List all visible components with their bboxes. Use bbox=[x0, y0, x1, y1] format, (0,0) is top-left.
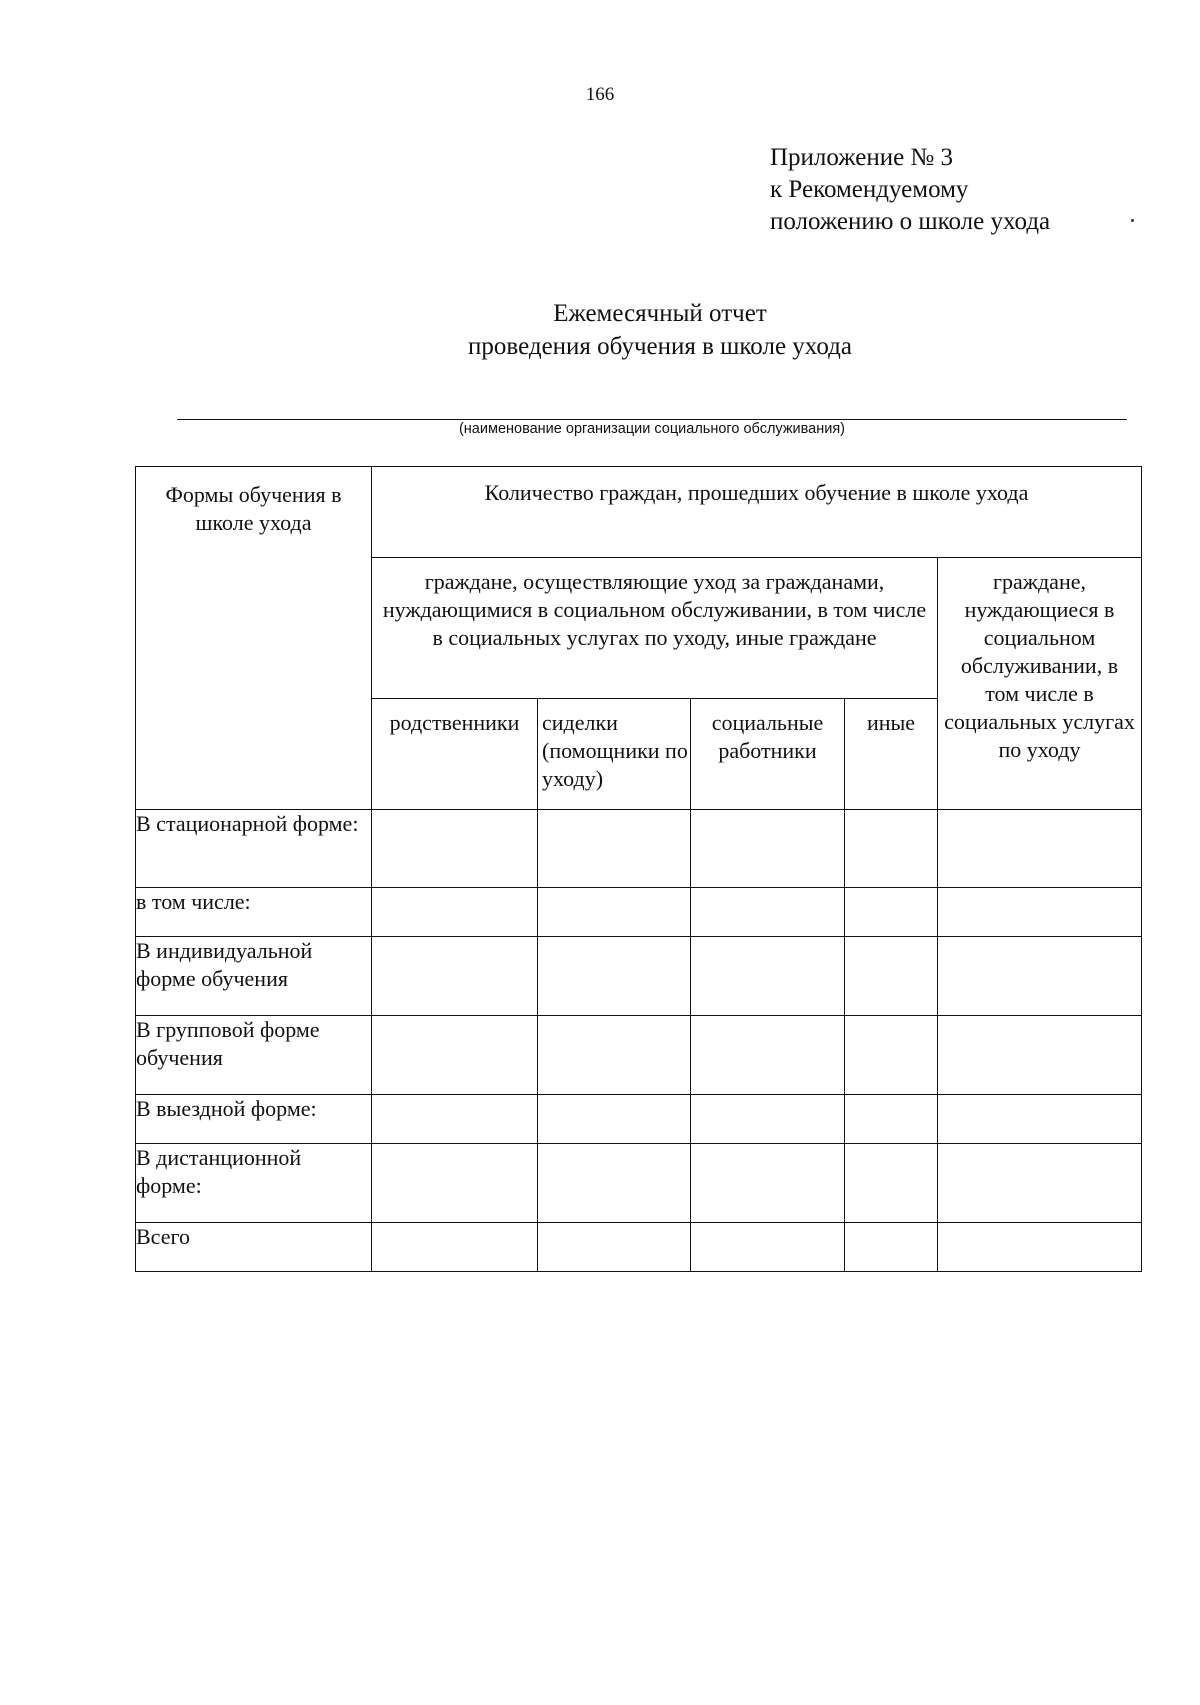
row-label: В выездной форме: bbox=[136, 1095, 372, 1144]
table-row bbox=[136, 888, 1142, 937]
header-citizens-count: Количество граждан, прошедших обучение в школе ухода bbox=[372, 467, 1142, 558]
page-number: 166 bbox=[585, 84, 615, 105]
table-cell bbox=[538, 1223, 691, 1272]
report-title-line-2: проведения обучения в школе ухода bbox=[468, 333, 852, 360]
header-group-needing-care: граждане, нуждающиеся в социальном обслуживании, в том числе в социальных услугах по уходу bbox=[938, 558, 1142, 810]
table-cell bbox=[372, 888, 538, 937]
table-cell bbox=[845, 1095, 938, 1144]
table-cell bbox=[938, 810, 1142, 888]
table-cell bbox=[691, 1016, 845, 1095]
table-row bbox=[136, 1095, 1142, 1144]
table-cell bbox=[372, 1223, 538, 1272]
table-row bbox=[136, 1144, 1142, 1223]
table-row bbox=[136, 1016, 1142, 1095]
report-title-line-1: Ежемесячный отчет bbox=[553, 300, 767, 327]
table-cell bbox=[845, 1144, 938, 1223]
report-title bbox=[0, 297, 1200, 363]
table-cell bbox=[691, 810, 845, 888]
annex-heading bbox=[770, 142, 1050, 238]
header-social-workers: социальные работники bbox=[691, 699, 845, 810]
table-cell bbox=[538, 1016, 691, 1095]
header-nurses: сиделки (помощники по уходу) bbox=[538, 699, 691, 810]
table-cell bbox=[938, 1223, 1142, 1272]
table-cell bbox=[538, 810, 691, 888]
row-label: В индивидуальной форме обучения bbox=[136, 937, 372, 1016]
row-label: В дистанционной форме: bbox=[136, 1144, 372, 1223]
table-cell bbox=[845, 810, 938, 888]
table-cell bbox=[372, 1144, 538, 1223]
row-label: В групповой форме обучения bbox=[136, 1016, 372, 1095]
table-cell bbox=[938, 937, 1142, 1016]
table-cell bbox=[691, 1095, 845, 1144]
table-cell bbox=[372, 1016, 538, 1095]
header-group-caregivers: граждане, осуществляющие уход за гражданами, нуждающимися в социальном обслуживании, в том числе в социальных услугах по уходу, иные граждане bbox=[372, 558, 938, 699]
header-relatives: родственники bbox=[372, 699, 538, 810]
table-cell bbox=[372, 810, 538, 888]
table-cell bbox=[691, 1144, 845, 1223]
table-cell bbox=[691, 888, 845, 937]
table-row bbox=[136, 810, 1142, 888]
header-forms-of-training: Формы обучения в школе ухода bbox=[136, 467, 372, 810]
table-cell bbox=[538, 1095, 691, 1144]
organization-name-line bbox=[177, 419, 1127, 420]
table-cell bbox=[938, 888, 1142, 937]
annex-line-2: к Рекомендуемому bbox=[770, 176, 969, 203]
table-cell bbox=[938, 1016, 1142, 1095]
table-row bbox=[136, 937, 1142, 1016]
report-table bbox=[135, 466, 1142, 1272]
annex-line-1: Приложение № 3 bbox=[770, 144, 954, 171]
table-cell bbox=[938, 1095, 1142, 1144]
table-cell bbox=[538, 1144, 691, 1223]
table-row bbox=[136, 1223, 1142, 1272]
header-others: иные bbox=[845, 699, 938, 810]
table-cell bbox=[538, 937, 691, 1016]
organization-name-caption: (наименование организации социального обслуживания) bbox=[458, 421, 846, 437]
row-label: в том числе: bbox=[136, 888, 372, 937]
table-cell bbox=[691, 1223, 845, 1272]
scan-speck bbox=[1131, 219, 1134, 222]
row-label: Всего bbox=[136, 1223, 372, 1272]
table-cell bbox=[372, 937, 538, 1016]
table-cell bbox=[538, 888, 691, 937]
table-cell bbox=[845, 937, 938, 1016]
table-cell bbox=[938, 1144, 1142, 1223]
table-cell bbox=[372, 1095, 538, 1144]
table-cell bbox=[845, 888, 938, 937]
table-cell bbox=[845, 1223, 938, 1272]
annex-line-3: положению о школе ухода bbox=[770, 208, 1051, 235]
row-label: В стационарной форме: bbox=[136, 810, 372, 888]
table-cell bbox=[691, 937, 845, 1016]
table-cell bbox=[845, 1016, 938, 1095]
